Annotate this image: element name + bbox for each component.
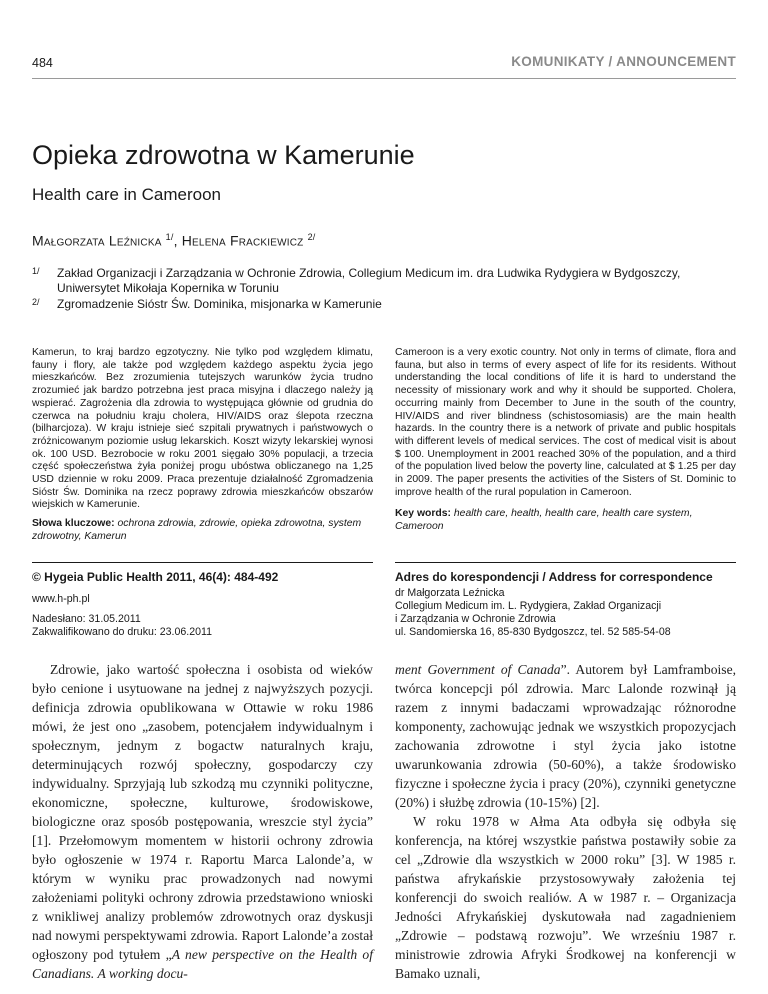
keywords-polish bbox=[32, 518, 373, 543]
body-italic: ment Government of Canada bbox=[395, 662, 561, 677]
affiliation-mark: 2/ bbox=[32, 297, 40, 307]
body-paragraph: Zdrowie, jako wartość społeczna i osobista od wieków było cenione i usytuowane na jednej z najwyższych pozycji. definicja zdrowia opublikowana w Ottawie w roku 1986 mówi, że jest ono „zasobem, potencjałem indywidualnym i społecznym, jednym z bogactw naturalnych kraju, determinujących rozwój społeczny, gospodarczy czy indywidualny. Sprzyjają lub szkodzą mu czynniki polityczne, ekonomiczne, społeczne, kulturowe, środowiskowe, biologiczne oraz sposób postępowania, wreszcie styl życia” [1]. Przełomowym momentem w historii ochrony zdrowia było ogłoszenie w 1974 r. Raportu Marca Lalonde’a, w którym w wyniku prac prowadzonych nad nowymi założeniami polityki ochrony zdrowia przedstawiono wnioski z wnikliwej analizy problemów zdrowotnych oraz dyskusji nad nowymi perspektywami zdrowia. Raport Lalonde’a został ogłoszony pod tytułem „ bbox=[32, 662, 373, 962]
author-name: Małgorzata Leźnicka bbox=[32, 232, 162, 249]
article-title: Opieka zdrowotna w Kamerunie bbox=[32, 140, 415, 170]
submitted-date: Nadesłano: 31.05.2011 bbox=[32, 613, 141, 625]
affiliation-1 bbox=[32, 266, 736, 296]
body-column-right bbox=[395, 660, 736, 983]
address-line: Collegium Medicum im. L. Rydygiera, Zakład Organizacji bbox=[395, 600, 662, 612]
body-paragraph: ”. Autorem był Lamframboise, twórca koncepcji pól zdrowia. Marc Lalonde rozwinął ją razem z innymi badaczami wprowadzając różnorodne komponenty, zachowując jednak we wszystkich propozycjach zachowania zdrowotne i styl życia jako istotne uwarunkowania zdrowia (50-60%), a także środowisko fizyczne i społeczne życia i pracy (20%), czynniki genetyczne (20%) i służbę zdrowia (10-15%) [2]. bbox=[395, 662, 737, 810]
author-name: Helena Frackiewicz bbox=[181, 232, 304, 249]
page-number: 484 bbox=[32, 56, 53, 70]
abstract-english: Cameroon is a very exotic country. Not only in terms of climate, flora and fauna, but also in terms of every aspect of life for its residents. Without understanding the local conditions of life it is hard to understand the necessity of missionary work and why it should be supported. Cholera, occurring mainly from December to June in the south of the country, HIV/AIDS and river blindness (schistosomiasis) are the main health hazards. In the country there is a network of private and public hospitals with different levels of medical services. The cost of medical visit is about $ 100. Unemployment in 2001 reached 30% of the population, and a third of the population lived below the poverty line, calculated at $ 1.25 per day in 2009. The paper presents the activities of the Sisters of St. Dominic to improve health of the rural population in Cameroon. bbox=[395, 347, 736, 498]
correspondence-heading: Adres do korespondencji / Address for correspondence bbox=[395, 570, 713, 584]
address-line: dr Małgorzata Leźnicka bbox=[395, 587, 505, 599]
section-label: KOMUNIKATY / ANNOUNCEMENT bbox=[511, 54, 736, 69]
address-line: ul. Sandomierska 16, 85-830 Bydgoszcz, tel. 52 585-54-08 bbox=[395, 626, 671, 638]
divider bbox=[32, 562, 373, 563]
affiliation-mark: 1/ bbox=[32, 266, 40, 276]
body-italic: A new perspective on the Health of Canadians. A working docu- bbox=[32, 947, 373, 981]
keywords-label: Key words: bbox=[395, 508, 452, 519]
keywords-label: Słowa kluczowe: bbox=[32, 518, 115, 529]
correspondence-address bbox=[395, 587, 736, 639]
keywords-value: ochrona zdrowia, zdrowie, opieka zdrowotna, system zdrowotny, Kamerun bbox=[32, 518, 362, 542]
citation-line: © Hygeia Public Health 2011, 46(4): 484-492 bbox=[32, 570, 279, 584]
keywords-value: health care, health, health care, health care system, Cameroon bbox=[395, 508, 693, 532]
address-line: i Zarządzania w Ochronie Zdrowia bbox=[395, 613, 556, 625]
affiliation-2 bbox=[32, 297, 736, 312]
journal-url[interactable]: www.h-ph.pl bbox=[32, 593, 90, 605]
divider bbox=[395, 562, 736, 563]
body-paragraph: W roku 1978 w Ałma Ata odbyła się odbyła się konferencja, na której wszystkie państwa postawiły sobie za cel „Zdrowie dla wszystkich w 2000 roku” [3]. W 1985 r. państwa afrykańskie przystosowywały założenia tej konferencji do swoich realiów. A w 1987 r. – Organizacja Jedności Afrykańskiej dyskutowała nad zagadnieniem „Zdrowie – podstawą rozwoju”. We wrześniu 1987 r. ministrowie zdrowia Afryki Środkowej na konferencji w Bamako uznali, bbox=[395, 814, 736, 981]
article-subtitle: Health care in Cameroon bbox=[32, 185, 221, 204]
affiliation-text: Zakład Organizacji i Zarządzania w Ochronie Zdrowia, Collegium Medicum im. dra Ludwika Rydygiera w Bydgoszczy, Uniwersytet Mikołaja Kopernika w Toruniu bbox=[57, 266, 681, 295]
header-rule bbox=[32, 78, 736, 79]
author-affiliation-mark: 1/ bbox=[165, 232, 174, 242]
affiliation-text: Zgromadzenie Sióstr Św. Dominika, misjonarka w Kamerunie bbox=[57, 297, 382, 311]
abstract-polish: Kamerun, to kraj bardzo egzotyczny. Nie tylko pod względem klimatu, fauny i flory, ale także pod względem każdego aspektu życia jego mieszkańców. Bez zrozumienia tutejszych warunków życia trudno zrozumieć jak bardzo potrzebna jest praca misyjna i dlaczego należy ją wspierać. Zagrożenia dla zdrowia to występująca głównie od grudnia do czerwca na południu kraju cholera, HIV/AIDS oraz ślepota rzeczna (bilharcjoza). W kraju istnieje sieć szpitali prywatnych i państwowych o zróżnicowanym poziomie usług lekarskich. Koszt wizyty lekarskiej wynosi ok. 100 USD. Bezrobocie w roku 2001 sięgało 30% populacji, a trzecia część społeczeństwa żyła poniżej progu ubóstwa obliczanego na 1,25 USD dziennie w roku 2009. Praca prezentuje działalność Zgromadzenia Sióstr Św. Dominika na rzecz poprawy zdrowia mieszkańców obszarów wiejskich w Kamerunie. bbox=[32, 347, 373, 511]
body-column-left bbox=[32, 660, 373, 983]
author-affiliation-mark: 2/ bbox=[307, 232, 316, 242]
accepted-date: Zakwalifikowano do druku: 23.06.2011 bbox=[32, 626, 213, 638]
keywords-english bbox=[395, 508, 736, 533]
author-list: Małgorzata Leźnicka $^{1/}$, Helena Frackiewicz $^{2/}$ bbox=[32, 232, 316, 249]
